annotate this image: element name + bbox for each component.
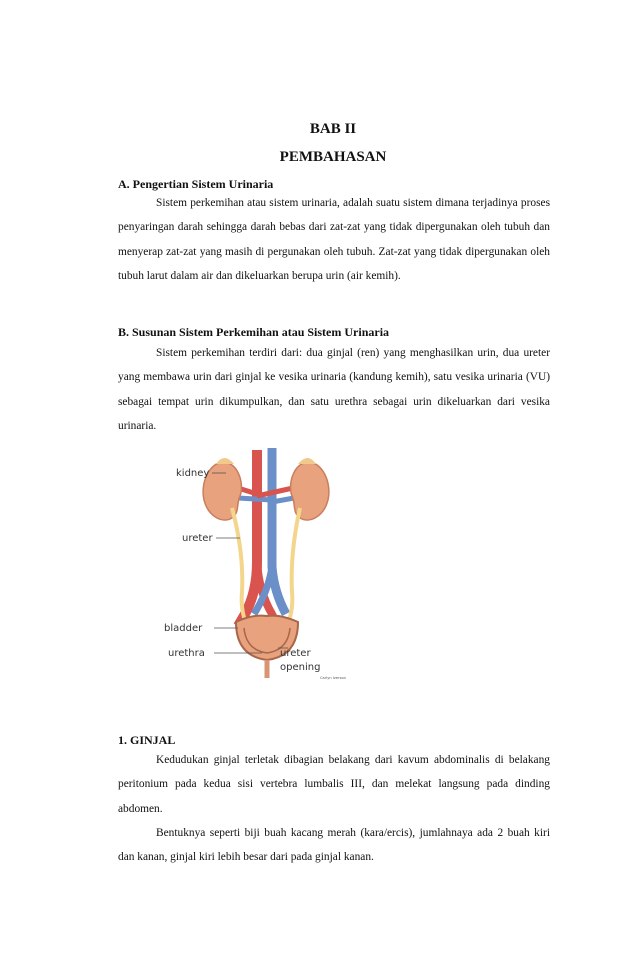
- label-urethra: urethra: [168, 648, 205, 659]
- label-ureter-opening-1: ureter: [280, 648, 311, 659]
- left-adrenal: [216, 458, 234, 464]
- figure-credit: Carlyn Iverson: [320, 676, 346, 680]
- vena-cava: [272, 448, 286, 614]
- right-kidney: [291, 462, 329, 520]
- section-b-body: Sistem perkemihan terdiri dari: dua ginjal (ren) yang menghasilkan urin, dua ureter yang membawa urin dari ginjal ke vesika urinaria (kandung kemih), satu vesika urinaria (VU) sebagai tempat urin dikumpulkan, dan satu urethra sebagai urin dikeluarkan dari vesika urinaria.: [118, 347, 550, 432]
- chapter-heading: BAB II: [309, 121, 357, 137]
- urinary-system-figure: [160, 442, 372, 688]
- section-1-para-1: Kedudukan ginjal terletak dibagian belakang dari kavum abdominalis di belakang peritonium pada kedua sisi vertebra lumbalis III, dan melekat langsung pada dinding abdomen.: [118, 754, 550, 815]
- chapter-title: PEMBAHASAN: [279, 149, 387, 165]
- label-kidney: kidney: [176, 468, 210, 479]
- left-renal-vein: [238, 498, 272, 500]
- label-ureter: ureter: [182, 533, 213, 544]
- right-adrenal: [298, 458, 316, 464]
- label-bladder: bladder: [164, 623, 203, 634]
- section-b-title: B. Susunan Sistem Perkemihan atau Sistem Urinaria: [118, 325, 390, 339]
- urinary-system-diagram: [160, 442, 372, 688]
- label-ureter-opening-2: opening: [280, 662, 321, 673]
- section-a-body: Sistem perkemihan atau sistem urinaria, adalah suatu sistem dimana terjadinya proses penyaringan darah sehingga darah bebas dari zat-zat yang tidak dipergunakan oleh tubuh dan menyerap zat-zat yang masih di pergunakan oleh tubuh. Zat-zat yang tidak dipergunakan oleh tubuh larut dalam air dan dikeluarkan berupa urin (air kemih).: [118, 197, 550, 282]
- section-1-para-2: Bentuknya seperti biji buah kacang merah (kara/ercis), jumlahnaya ada 2 buah kiri dan kanan, ginjal kiri lebih besar dari pada ginjal kanan.: [118, 827, 550, 864]
- section-1-title: 1. GINJAL: [118, 733, 176, 747]
- section-a-title: A. Pengertian Sistem Urinaria: [118, 177, 274, 191]
